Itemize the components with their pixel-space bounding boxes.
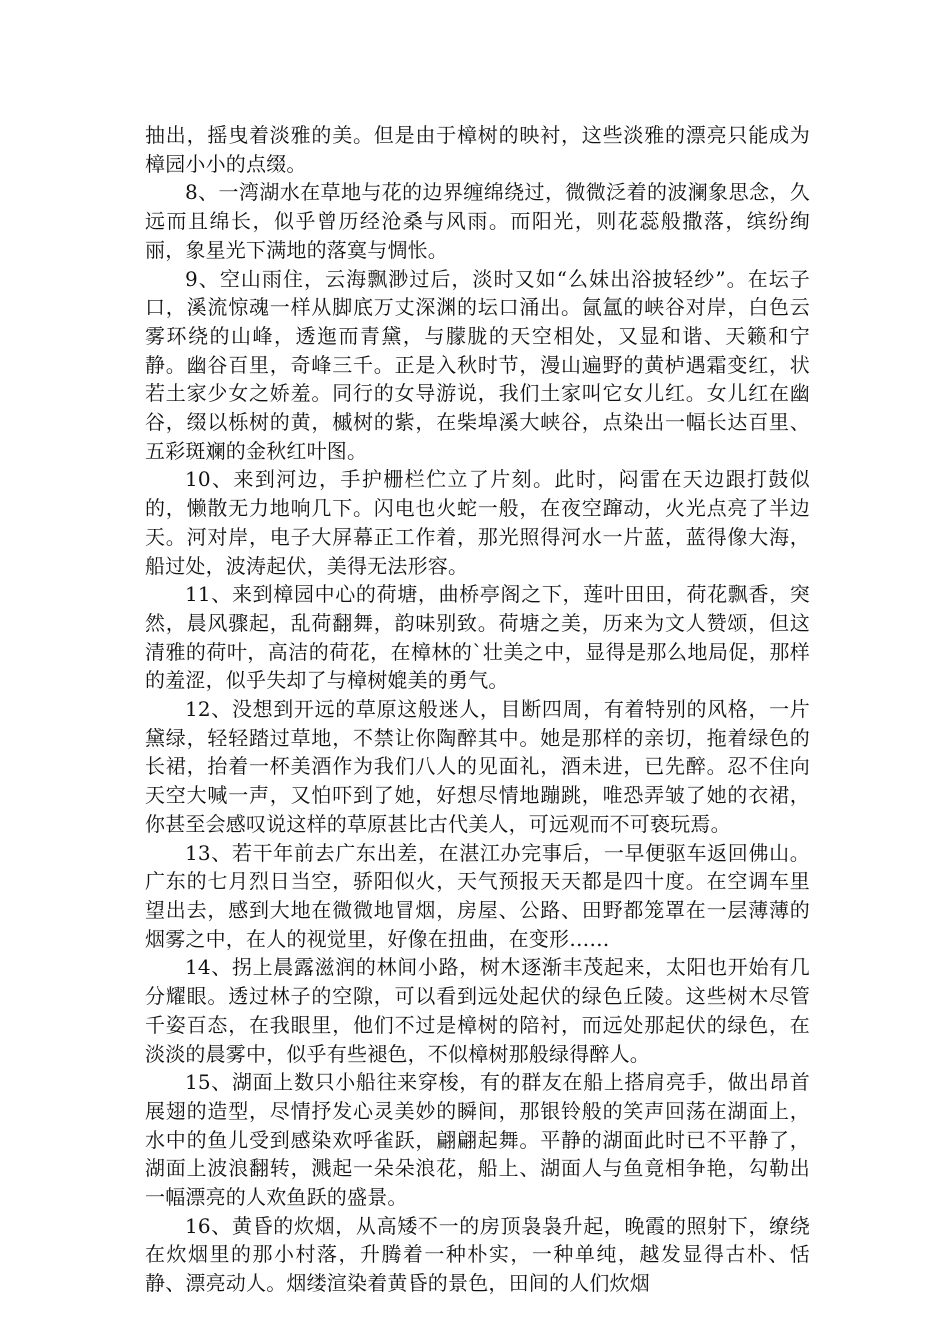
paragraph-8: 8、一湾湖水在草地与花的边界缠绵绕过，微微泛着的波澜象思念，久远而且绵长，似乎曾历经沧桑与风雨。而阳光，则花蕊般撒落，缤纷绚丽，象星光下满地的落寞与惆怅。 (145, 180, 810, 262)
paragraph-continuation: 抽出，摇曳着淡雅的美。但是由于樟树的映衬，这些淡雅的漂亮只能成为樟园小小的点缀。 (145, 123, 810, 176)
paragraph-11: 11、来到樟园中心的荷塘，曲桥亭阁之下，莲叶田田，荷花飘香，突然，晨风骤起，乱荷翻舞，韵味别致。荷塘之美，历来为文人赞颂，但这清雅的荷叶，高洁的荷花，在樟林的`壮美之中，显得是那么地局促，那样的羞涩，似乎失却了与樟树媲美的勇气。 (145, 582, 810, 693)
paragraph-13: 13、若干年前去广东出差，在湛江办完事后，一早便驱车返回佛山。广东的七月烈日当空，骄阳似火，天气预报天天都是四十度。在空调车里望出去，感到大地在微微地冒烟，房屋、公路、田野都笼罩在一层薄薄的烟雾之中，在人的视觉里，好像在扭曲，在变形…… (145, 840, 810, 951)
paragraph-9: 9、空山雨住，云海飘渺过后，淡时又如“么妹出浴披轻纱”。在坛子口，溪流惊魂一样从脚底万丈深渊的坛口涌出。氤氲的峡谷对岸，白色云雾环绕的山峰，透迤而青黛，与朦胧的天空相处，又显和谐、天籁和宁静。幽谷百里，奇峰三千。正是入秋时节，漫山遍野的黄栌遇霜变红，状若土家少女之娇羞。同行的女导游说，我们土家叫它女儿红。女儿红在幽谷，缀以栎树的黄，槭树的紫，在柴埠溪大峡谷，点染出一幅长达百里、五彩斑斓的金秋红叶图。 (145, 266, 810, 463)
paragraph-14: 14、拐上晨露滋润的林间小路，树木逐渐丰茂起来，太阳也开始有几分耀眼。透过林子的空隙，可以看到远处起伏的绿色丘陵。这些树木尽管千姿百态，在我眼里，他们不过是樟树的陪衬，而远处那起伏的绿色，在淡淡的晨雾中，似乎有些褪色，不似樟树那般绿得醉人。 (145, 955, 810, 1066)
paragraph-15: 15、湖面上数只小船往来穿梭，有的群友在船上搭肩亮手，做出昂首展翅的造型，尽情抒发心灵美妙的瞬间，那银铃般的笑声回荡在湖面上，水中的鱼儿受到感染欢呼雀跃，翩翩起舞。平静的湖面此时已不平静了，湖面上波浪翻转，溅起一朵朵浪花，船上、湖面人与鱼竟相争艳，勾勒出一幅漂亮的人欢鱼跃的盛景。 (145, 1070, 810, 1210)
document-body (145, 121, 810, 1298)
paragraph-10: 10、来到河边，手护栅栏伫立了片刻。此时，闷雷在天边跟打鼓似的，懒散无力地响几下。闪电也火蛇一般，在夜空蹿动，火光点亮了半边天。河对岸，电子大屏幕正工作着，那光照得河水一片蓝，蓝得像大海，船过处，波涛起伏，美得无法形容。 (145, 467, 810, 578)
paragraph-16: 16、黄昏的炊烟，从高矮不一的房顶袅袅升起，晚霞的照射下，缭绕在炊烟里的那小村落，升腾着一种朴实，一种单纯，越发显得古朴、恬静、漂亮动人。烟缕渲染着黄昏的景色，田间的人们炊烟 (145, 1213, 810, 1296)
paragraph-12: 12、没想到开远的草原这般迷人，目断四周，有着特别的风格，一片黛绿，轻轻踏过草地，不禁让你陶醉其中。她是那样的亲切，拖着绿色的长裙，抬着一杯美酒作为我们八人的见面礼，酒未进，已先醉。忍不住向天空大喊一声，又怕吓到了她，好想尽情地蹦跳，唯恐弄皱了她的衣裙，你甚至会感叹说这样的草原甚比古代美人，可远观而不可亵玩焉。 (145, 697, 810, 836)
